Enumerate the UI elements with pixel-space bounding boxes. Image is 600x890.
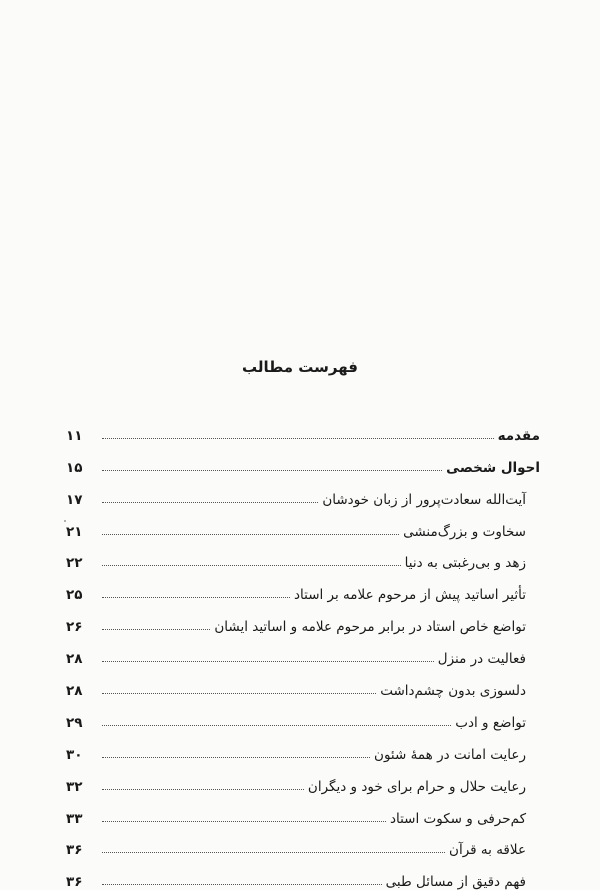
toc-entry-page: ۲۲: [66, 555, 83, 572]
toc-entry: [66, 667, 540, 699]
toc-entry-page: ۲۹: [66, 714, 83, 731]
dot-leader: [102, 533, 399, 535]
toc-entry: [66, 603, 540, 635]
toc-entry-label: سخاوت و بزرگ‌منشی: [403, 523, 526, 540]
toc-entry: [66, 795, 540, 827]
toc-entry: [66, 858, 540, 890]
toc-entry-label: آیت‌الله سعادت‌پرور از زبان خودشان: [322, 491, 526, 508]
table-of-contents: [66, 412, 540, 890]
dot-leader: [102, 883, 382, 885]
toc-entry-label: زهد و بی‌رغبتی به دنیا: [404, 555, 526, 572]
toc-entry: [66, 476, 540, 508]
dot-leader: [102, 628, 210, 630]
toc-title: فهرست مطالب: [242, 358, 358, 376]
dot-leader: [102, 437, 494, 439]
toc-entry-label: مقدمه: [497, 427, 540, 444]
toc-entry: [66, 412, 540, 444]
toc-entry: [66, 699, 540, 731]
toc-entry-label: فهم دقیق از مسائل طبی: [385, 874, 526, 890]
dot-leader: [102, 788, 304, 790]
toc-entry-label: رعایت امانت در همهٔ شئون: [374, 746, 526, 763]
toc-entry-page: ۳۶: [66, 874, 83, 890]
dot-leader: [102, 564, 401, 566]
toc-entry: [66, 444, 540, 476]
toc-entry-label: دلسوزی بدون چشم‌داشت: [380, 683, 526, 700]
toc-entry-label: تواضع خاص استاد در برابر مرحوم علامه و اساتید ایشان: [214, 619, 526, 636]
dot-leader: [102, 756, 370, 758]
toc-entry-page: ۲۸: [66, 651, 83, 668]
toc-entry-page: ۳۰: [66, 746, 83, 763]
toc-entry-page: ۲۵: [66, 587, 83, 604]
dot-leader: [102, 596, 290, 598]
toc-entry-page: ۲۸: [66, 683, 83, 700]
dot-leader: [102, 724, 451, 726]
toc-entry-page: ۳۳: [66, 810, 83, 827]
toc-entry-page: ۲۶: [66, 619, 83, 636]
toc-entry-label: تأثیر اساتید پیش از مرحوم علامه بر استاد: [294, 587, 526, 604]
dot-leader: [102, 692, 376, 694]
toc-entry-label: رعایت حلال و حرام برای خود و دیگران: [307, 778, 526, 795]
toc-entry-page: ۱۱: [66, 427, 83, 444]
toc-entry: [66, 571, 540, 603]
toc-entry-label: علاقه به قرآن: [449, 842, 526, 859]
toc-entry: [66, 763, 540, 795]
toc-entry-label: احوال شخصی: [446, 459, 540, 476]
dot-leader: [102, 501, 318, 503]
toc-entry: [66, 731, 540, 763]
toc-entry: [66, 508, 540, 540]
dot-leader: [102, 469, 442, 471]
toc-entry-page: ۲۱: [66, 523, 83, 540]
toc-entry-page: ۳۶: [66, 842, 83, 859]
toc-entry: [66, 540, 540, 572]
dot-leader: [102, 851, 445, 853]
dot-leader: [102, 820, 386, 822]
toc-entry-page: ۳۲: [66, 778, 83, 795]
toc-entry: [66, 635, 540, 667]
dot-leader: [102, 660, 434, 662]
toc-entry-page: ۱۵: [66, 459, 83, 476]
toc-entry-label: تواضع و ادب: [455, 714, 526, 731]
paper-speck: [64, 520, 66, 522]
toc-entry-label: کم‌حرفی و سکوت استاد: [389, 810, 526, 827]
toc-entry-label: فعالیت در منزل: [437, 651, 526, 668]
toc-entry-page: ۱۷: [66, 491, 83, 508]
toc-entry: [66, 827, 540, 859]
